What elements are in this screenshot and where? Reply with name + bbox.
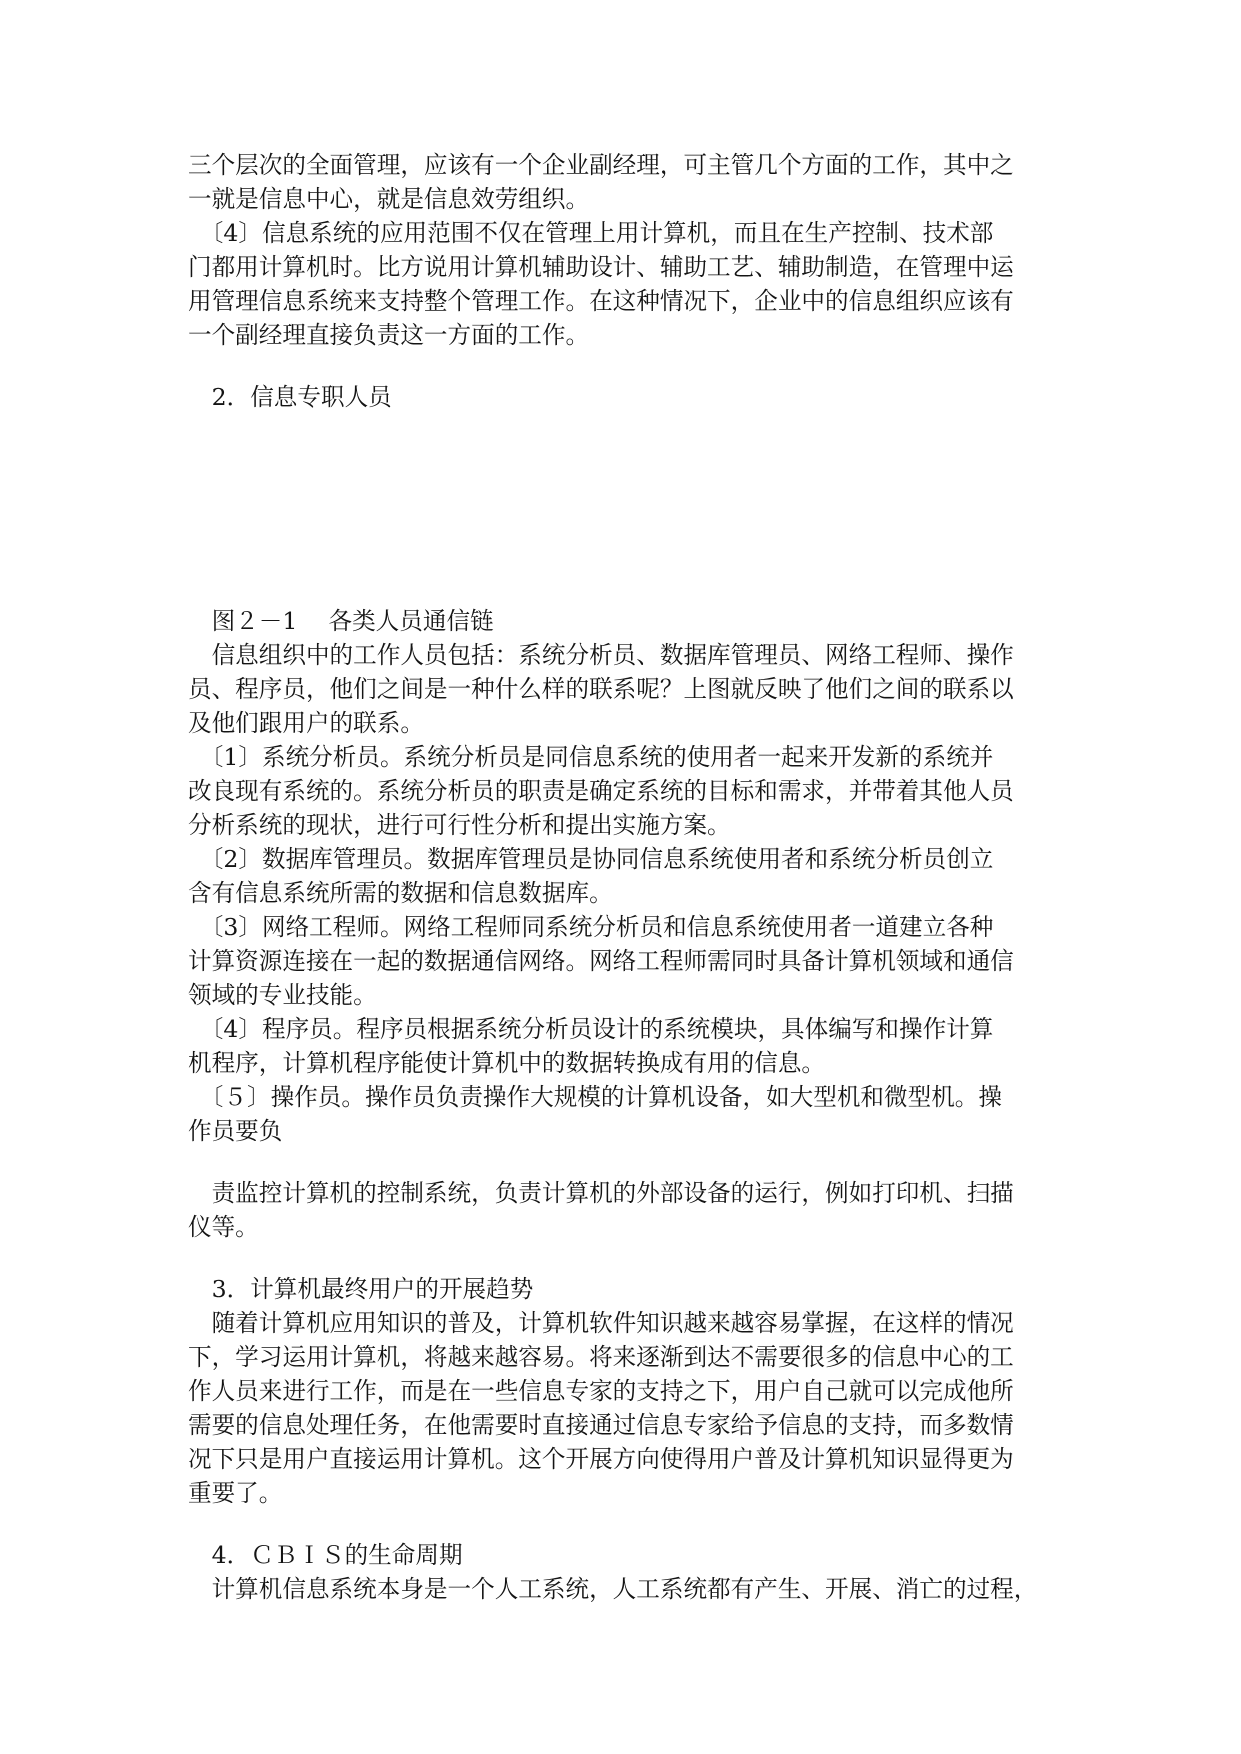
text-line: 随着计算机应用知识的普及，计算机软件知识越来越容易掌握，在这样的情况 xyxy=(188,1309,1014,1337)
text-line: 机程序，计算机程序能使计算机中的数据转换成有用的信息。 xyxy=(188,1049,826,1077)
text-line: 用管理信息系统来支持整个管理工作。在这种情况下，企业中的信息组织应该有 xyxy=(188,287,1014,315)
text-line: 信息组织中的工作人员包括：系统分析员、数据库管理员、网络工程师、操作 xyxy=(188,641,1014,669)
section-heading: 2．信息专职人员 xyxy=(188,383,392,411)
text-line: 一就是信息中心，就是信息效劳组织。 xyxy=(188,185,590,213)
text-line: 计算资源连接在一起的数据通信网络。网络工程师需同时具备计算机领域和通信 xyxy=(188,947,1014,975)
text-line: 一个副经理直接负责这一方面的工作。 xyxy=(188,321,590,349)
text-line: 门都用计算机时。比方说用计算机辅助设计、辅助工艺、辅助制造，在管理中运 xyxy=(188,253,1014,281)
text-line: 〔3〕网络工程师。网络工程师同系统分析员和信息系统使用者一道建立各种 xyxy=(188,913,994,941)
text-line: 领域的专业技能。 xyxy=(188,981,377,1009)
text-line: 重要了。 xyxy=(188,1479,283,1507)
text-line: 计算机信息系统本身是一个人工系统，人工系统都有产生、开展、消亡的过程， xyxy=(188,1575,1038,1603)
text-line: 况下只是用户直接运用计算机。这个开展方向使得用户普及计算机知识显得更为 xyxy=(188,1445,1014,1473)
text-line: 作人员来进行工作，而是在一些信息专家的支持之下，用户自己就可以完成他所 xyxy=(188,1377,1014,1405)
text-line: 分析系统的现状，进行可行性分析和提出实施方案。 xyxy=(188,811,731,839)
text-line: 作员要负 xyxy=(188,1117,283,1145)
text-line: 〔4〕程序员。程序员根据系统分析员设计的系统模块，具体编写和操作计算 xyxy=(188,1015,994,1043)
text-line: 含有信息系统所需的数据和信息数据库。 xyxy=(188,879,613,907)
text-line: 〔５〕操作员。操作员负责操作大规模的计算机设备，如大型机和微型机。操 xyxy=(188,1083,1002,1111)
section-heading: 3．计算机最终用户的开展趋势 xyxy=(188,1275,534,1303)
text-line: 责监控计算机的控制系统，负责计算机的外部设备的运行，例如打印机、扫描 xyxy=(188,1179,1014,1207)
text-line: 仪等。 xyxy=(188,1213,259,1241)
text-line: 〔1〕系统分析员。系统分析员是同信息系统的使用者一起来开发新的系统并 xyxy=(188,743,994,771)
figure-caption: 图２－1 各类人员通信链 xyxy=(188,607,494,635)
text-line: 〔4〕信息系统的应用范围不仅在管理上用计算机，而且在生产控制、技术部 xyxy=(188,219,994,247)
text-line: 改良现有系统的。系统分析员的职责是确定系统的目标和需求，并带着其他人员 xyxy=(188,777,1014,805)
text-line: 三个层次的全面管理，应该有一个企业副经理，可主管几个方面的工作，其中之 xyxy=(188,151,1014,179)
text-line: 及他们跟用户的联系。 xyxy=(188,709,424,737)
text-line: 需要的信息处理任务，在他需要时直接通过信息专家给予信息的支持，而多数情 xyxy=(188,1411,1014,1439)
text-line: 〔2〕数据库管理员。数据库管理员是协同信息系统使用者和系统分析员创立 xyxy=(188,845,994,873)
text-line: 员、程序员，他们之间是一种什么样的联系呢？上图就反映了他们之间的联系以 xyxy=(188,675,1014,703)
text-line: 下，学习运用计算机，将越来越容易。将来逐渐到达不需要很多的信息中心的工 xyxy=(188,1343,1014,1371)
section-heading: 4．ＣＢＩＳ的生命周期 xyxy=(188,1541,463,1569)
